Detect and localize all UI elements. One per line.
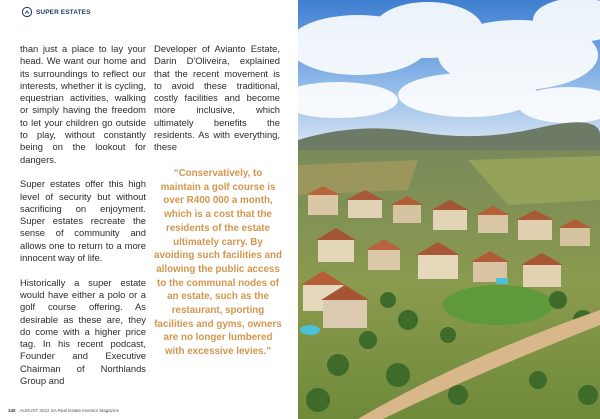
lawn [443, 285, 553, 325]
section-title: SUPER ESTATES [36, 8, 91, 16]
page-number: 140 [8, 408, 16, 413]
pull-quote: “Conservatively, to maintain a golf course is over R400 000 a month, which is a cost that the residents of the estate ultimately carry. By avoiding such facilities and allowing the public access to the communal nodes of an estate, such as the restaurant, sporting facilities and gyms, owners are no longer lumbered with excessive levies.” [154, 168, 282, 358]
text-column-1 [20, 43, 146, 387]
body-paragraph: Historically a super estate would have either a polo or a golf course offering. As desirable as these are, they do come with a higher price tag. In his recent podcast, Founder and Executive Chairman of Northlands Group and [20, 276, 146, 387]
clouds [298, 0, 600, 123]
page-footer [8, 408, 119, 413]
aerial-estate-photo [298, 0, 600, 419]
body-paragraph: Developer of Avianto Estate, Darin D'Oliveira, explained that the recent movement is to avoid these traditional, costly facilities and become more inclusive, which ultimately benefits the residents. As with everything, these [154, 43, 280, 153]
aerial-photo-illustration [298, 0, 600, 419]
estate-logo-icon [22, 7, 32, 17]
section-header [22, 7, 91, 17]
pool [496, 278, 508, 284]
body-paragraph: Super estates offer this high level of security but without sacrificing on enjoyment. Super estates recreate the sense of community and allows one to return to a more innocent way of life. [20, 178, 146, 264]
pool [300, 325, 320, 335]
body-paragraph: than just a place to lay your head. We want our home and its surroundings to reflect our interests, whether it is cycling, equestrian activities, walking or simply having the freedom to let your children go outside to play, without constantly being on the lookout for dangers. [20, 43, 146, 165]
magazine-left-page [0, 0, 298, 419]
publication-name: AUGUST 2022 SA Real Estate Investor Magazine [19, 408, 119, 413]
text-column-2 [154, 43, 280, 154]
